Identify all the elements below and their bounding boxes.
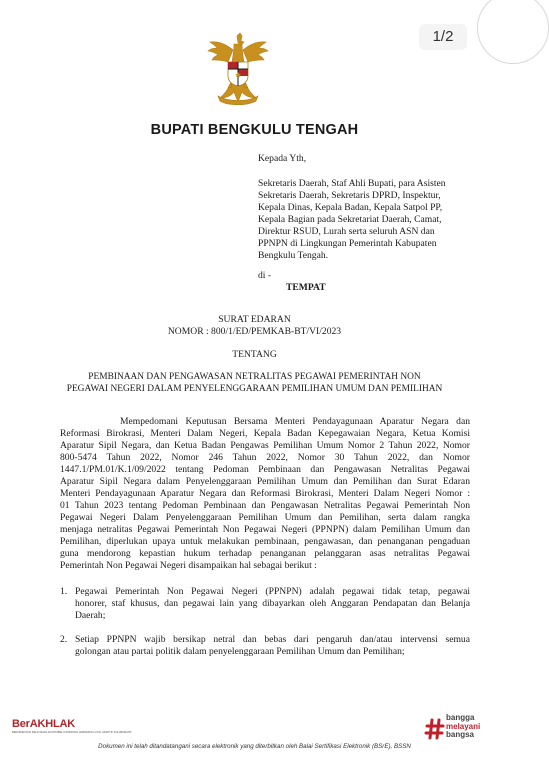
garuda-emblem-icon xyxy=(206,32,270,108)
recipient-line: PPNPN di Lingkungan Pemerintah Kabupaten xyxy=(258,238,437,249)
list-item-line: Daerah; xyxy=(75,610,106,621)
hashtag-icon xyxy=(425,718,445,740)
list-item-line: Pegawai Pemerintah Non Pegawai Negeri (PPNPN) adalah pegawai tidak tetap, pegawai xyxy=(75,586,470,597)
bangga-line: bangga xyxy=(446,713,475,722)
body-line: Reformasi Birokrasi, Menteri Dalam Negeri, Kepala Badan Kepegawaian Negara, Ketua Komisi xyxy=(60,428,470,439)
list-item-line: golongan atau partai politik dalam penyelenggaraan Pemilihan Umum dan Pemilihan; xyxy=(75,646,405,657)
circular-title: SURAT EDARAN xyxy=(218,314,291,325)
list-item-line: Setiap PPNPN wajib bersikap netral dan bebas dari pengaruh dan/atau intervensi semua xyxy=(75,634,470,645)
body-line: Mempedomani Keputusan Bersama Menteri Pendayagunaan Aparatur Negara dan xyxy=(120,416,470,427)
berakhlak-text: BerAKHLAK xyxy=(12,718,75,730)
body-line: Menteri Pendayagunaan Aparatur Negara dan Reformasi Birokrasi, Menteri Dalam Negeri Nomor : xyxy=(60,488,470,499)
body-line: Pemerintah Non Pegawai Negeri disampaikan hal sebagai berikut : xyxy=(60,560,317,571)
about-label: TENTANG xyxy=(232,349,277,360)
list-item-number: 2. xyxy=(60,634,68,645)
scroll-edge-button[interactable] xyxy=(477,0,549,64)
berakhlak-logo xyxy=(12,718,132,734)
recipient-line: Sekretaris Daerah, Sekretaris DPRD, Inspektur, xyxy=(258,190,441,201)
circular-number: NOMOR : 800/1/ED/PEMKAB-BT/VI/2023 xyxy=(167,326,342,337)
body-line: Pegawai Negeri Dalam Penyelenggaraan Pemilihan Umum dan Pemilihan, serta dalam rangka xyxy=(60,512,470,523)
tempat-label: TEMPAT xyxy=(286,282,326,293)
body-line: 800-5474 Tahun 2022, Nomor 246 Tahun 2022, Nomor 30 Tahun 2022, dan Nomor xyxy=(60,452,470,463)
recipient-line: Sekretaris Daerah, Staf Ahli Bupati, para Asisten xyxy=(258,178,446,189)
body-line: Aparatur Sipil Negara dalam Penyelenggaraan Pemilihan Umum dan Pemilihan dan Surat Edaran xyxy=(60,476,470,487)
list-item-line: honorer, staf khusus, dan pegawai lain yang dibayarkan oleh Anggaran Pendapatan dan Belanja xyxy=(75,598,470,609)
body-line: 01 Tahun 2023 tentang Pedoman Pembinaan dan Pengawasan Netralitas Pegawai Pemerintah Non xyxy=(60,500,470,511)
addressee-label: Kepada Yth, xyxy=(258,153,307,164)
subject-line: PEGAWAI NEGERI DALAM PENYELENGGARAAN PEMILIHAN UMUM DAN PEMILIHAN xyxy=(66,384,443,394)
bangsa-line: bangsa xyxy=(446,730,475,739)
di-label: di - xyxy=(258,270,272,281)
body-line: Pemilihan, diperlukan upaya untuk melakukan pembinaan, pengawasan, dan penanganan pengaduan xyxy=(60,536,470,547)
recipient-line: Bengkulu Tengah. xyxy=(258,250,329,261)
subject-line: PEMBINAAN DAN PENGAWASAN NETRALITAS PEGAWAI PEMERINTAH NON xyxy=(88,372,421,382)
recipient-line: Kepala Dinas, Kepala Badan, Kepala Satpol PP, xyxy=(258,202,443,213)
body-line: Aparatur Sipil Negara, dan Ketua Badan Pengawas Pemilihan Umum Nomor 2 Tahun 2022, Nomor xyxy=(60,440,470,451)
body-line: 1447.1/PM.01/K.1/09/2022 tentang Pedoman Pembinaan dan Pengawasan Netralitas Pegawai xyxy=(60,464,470,475)
berakhlak-tagline: BERORIENTASI PELAYANAN AKUNTABEL KOMPETEN HARMONIS LOYAL ADAPTIF KOLABORATIF xyxy=(12,731,132,734)
body-line: guna mendorong kepastian hukum terhadap penanganan pelanggaran asas netralitas Pegawai xyxy=(60,548,470,559)
melayani-line: melayani xyxy=(446,721,481,731)
letter-heading: BUPATI BENGKULU TENGAH xyxy=(150,122,359,138)
recipient-line: Kepala Bagian pada Sekretariat Daerah, Camat, xyxy=(258,214,442,225)
page-indicator: 1/2 xyxy=(419,24,467,50)
list-item-number: 1. xyxy=(60,586,68,597)
body-line: menjaga netralitas Pegawai Pemerintah Non Pegawai Negeri (PPNPN) dalam Pemilihan Umum dan xyxy=(60,524,470,535)
electronic-signature-note: Dokumen ini telah ditandatangani secara elektronik yang diterbitkan oleh Balai Sertifikasi Elektronik (BSrE), BSSN xyxy=(98,743,411,750)
recipient-line: Direktur RSUD, Lurah serta seluruh ASN dan xyxy=(258,226,435,237)
